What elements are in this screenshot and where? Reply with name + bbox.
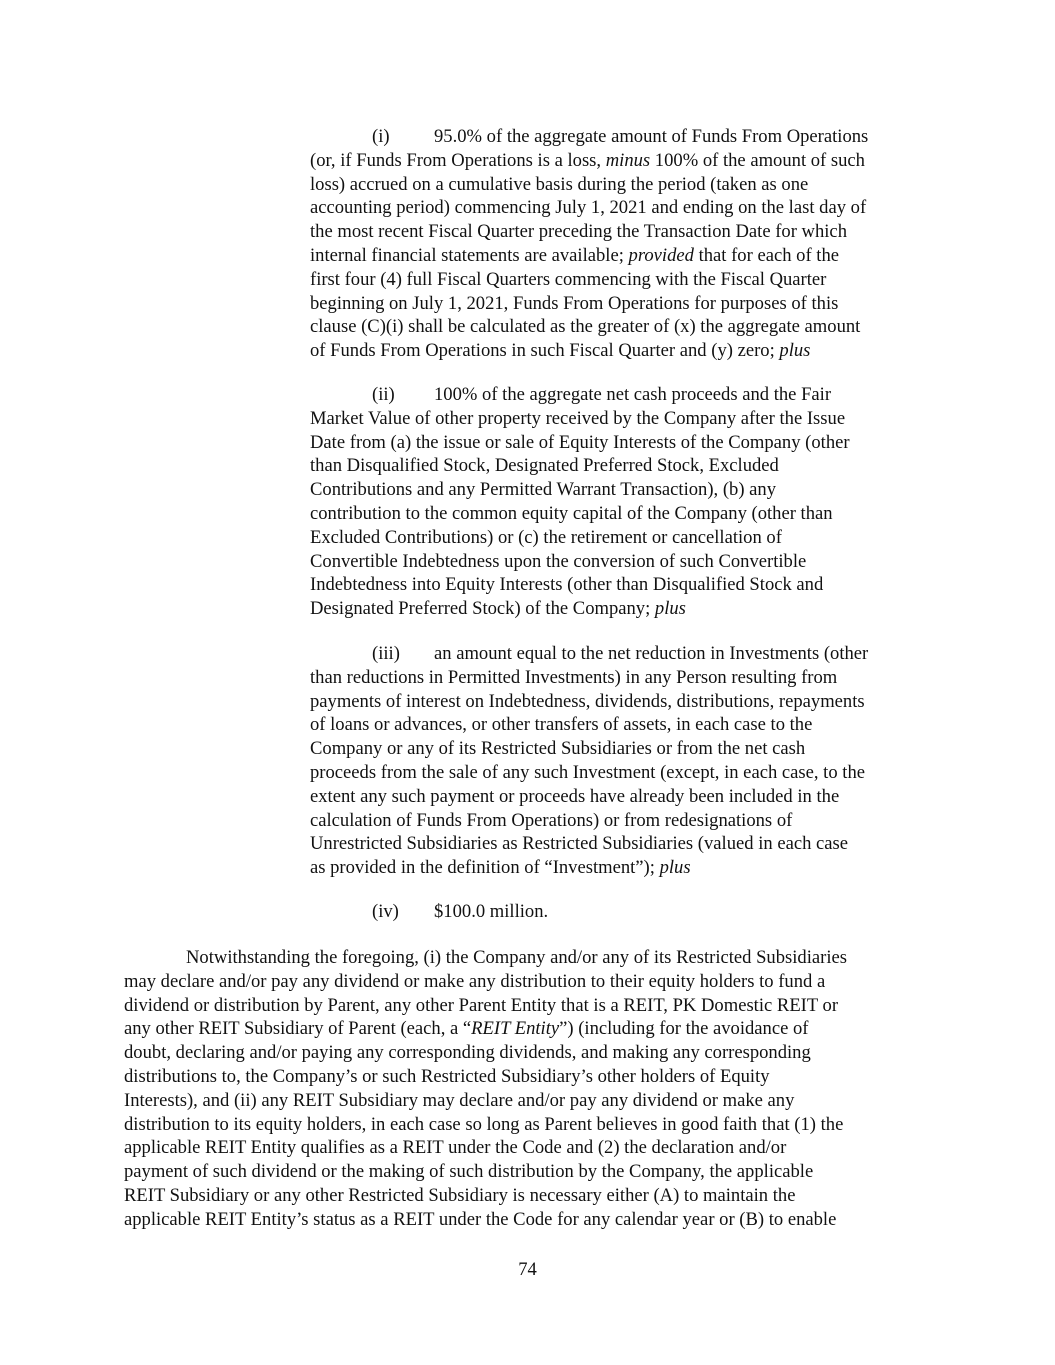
paragraph-line: dividend or distribution by Parent, any other Parent Entity that is a REIT, PK Domestic REIT or xyxy=(124,994,839,1016)
clause-line: loss) accrued on a cumulative basis during the period (taken as one xyxy=(310,173,809,195)
clause-line: (iii) an amount equal to the net reduction in Investments (other xyxy=(372,643,869,664)
clause-line: internal financial statements are available; provided that for each of the xyxy=(310,244,840,266)
clause-iii xyxy=(310,642,942,880)
clause-line: Excluded Contributions) or (c) the retirement or cancellation of xyxy=(310,526,782,548)
clause-line: Designated Preferred Stock) of the Company; plus xyxy=(310,598,686,620)
clause-line: first four (4) full Fiscal Quarters commencing with the Fiscal Quarter xyxy=(310,268,827,290)
clause-line: Company or any of its Restricted Subsidiaries or from the net cash xyxy=(310,738,806,760)
clause-label: (iii) xyxy=(372,643,400,664)
paragraph-line: payment of such dividend or the making of such distribution by the Company, the applicable xyxy=(124,1161,814,1183)
clause-line: than reductions in Permitted Investments) in any Person resulting from xyxy=(310,666,838,688)
clause-iv xyxy=(310,900,942,924)
clause-label: (ii) xyxy=(372,384,395,405)
paragraph-line: distributions to, the Company’s or such Restricted Subsidiary’s other holders of Equity xyxy=(124,1065,770,1087)
clause-line: (or, if Funds From Operations is a loss, minus 100% of the amount of such xyxy=(310,149,865,171)
paragraph-line: doubt, declaring and/or paying any corresponding dividends, and making any corresponding xyxy=(124,1042,811,1064)
clause-line: than Disqualified Stock, Designated Preferred Stock, Excluded xyxy=(310,455,779,477)
paragraph-line: applicable REIT Entity’s status as a REIT under the Code for any calendar year or (B) to enable xyxy=(124,1208,837,1230)
paragraph-line: REIT Subsidiary or any other Restricted Subsidiary is necessary either (A) to maintain the xyxy=(124,1184,796,1206)
clause-line: of loans or advances, or other transfers of assets, in each case to the xyxy=(310,714,813,736)
clause-line: Unrestricted Subsidiaries as Restricted Subsidiaries (valued in each case xyxy=(310,833,849,855)
clause-line: (ii) 100% of the aggregate net cash proceeds and the Fair xyxy=(372,384,832,405)
clause-line: Date from (a) the issue or sale of Equity Interests of the Company (other xyxy=(310,431,850,453)
clause-line: contribution to the common equity capital of the Company (other than xyxy=(310,502,833,524)
paragraph-line: applicable REIT Entity qualifies as a REIT under the Code and (2) the declaration and/or xyxy=(124,1137,787,1159)
clause-line: as provided in the definition of “Investment”); plus xyxy=(310,857,691,879)
clause-line: clause (C)(i) shall be calculated as the greater of (x) the aggregate amount xyxy=(310,316,861,338)
clause-line: Contributions and any Permitted Warrant Transaction), (b) any xyxy=(310,479,777,501)
clause-label: (iv) xyxy=(372,901,399,922)
clause-line: of Funds From Operations in such Fiscal Quarter and (y) zero; plus xyxy=(310,340,811,362)
clause-line: the most recent Fiscal Quarter preceding the Transaction Date for which xyxy=(310,221,847,243)
clause-line: Market Value of other property received by the Company after the Issue xyxy=(310,407,846,429)
clause-line: Indebtedness into Equity Interests (other than Disqualified Stock and xyxy=(310,574,824,596)
clause-line: accounting period) commencing July 1, 2021 and ending on the last day of xyxy=(310,197,867,219)
clause-label: (i) xyxy=(372,126,390,147)
notwithstanding-paragraph xyxy=(124,946,936,1232)
clause-ii xyxy=(310,383,942,621)
paragraph-line: distribution to its equity holders, in each case so long as Parent believes in good faith that (1) the xyxy=(124,1113,844,1135)
clause-line: (iv) $100.0 million. xyxy=(372,901,549,922)
paragraph-line: Notwithstanding the foregoing, (i) the Company and/or any of its Restricted Subsidiaries xyxy=(186,947,847,968)
paragraph-line: any other REIT Subsidiary of Parent (each, a “REIT Entity”) (including for the avoidance of xyxy=(124,1018,809,1040)
paragraph-line: Interests), and (ii) any REIT Subsidiary may declare and/or pay any dividend or make any xyxy=(124,1089,795,1111)
paragraph-line: may declare and/or pay any dividend or make any distribution to their equity holders to fund a xyxy=(124,970,826,992)
clause-line: payments of interest on Indebtedness, dividends, distributions, repayments xyxy=(310,690,865,712)
clause-i xyxy=(310,125,942,363)
clause-line: (i) 95.0% of the aggregate amount of Funds From Operations xyxy=(372,126,869,147)
clause-line: calculation of Funds From Operations) or from redesignations of xyxy=(310,809,793,831)
clause-line: Convertible Indebtedness upon the conversion of such Convertible xyxy=(310,550,807,572)
clause-line: beginning on July 1, 2021, Funds From Operations for purposes of this xyxy=(310,292,839,314)
page-number: 74 xyxy=(518,1259,537,1280)
clause-line: proceeds from the sale of any such Investment (except, in each case, to the xyxy=(310,761,866,783)
clause-line: extent any such payment or proceeds have already been included in the xyxy=(310,785,840,807)
